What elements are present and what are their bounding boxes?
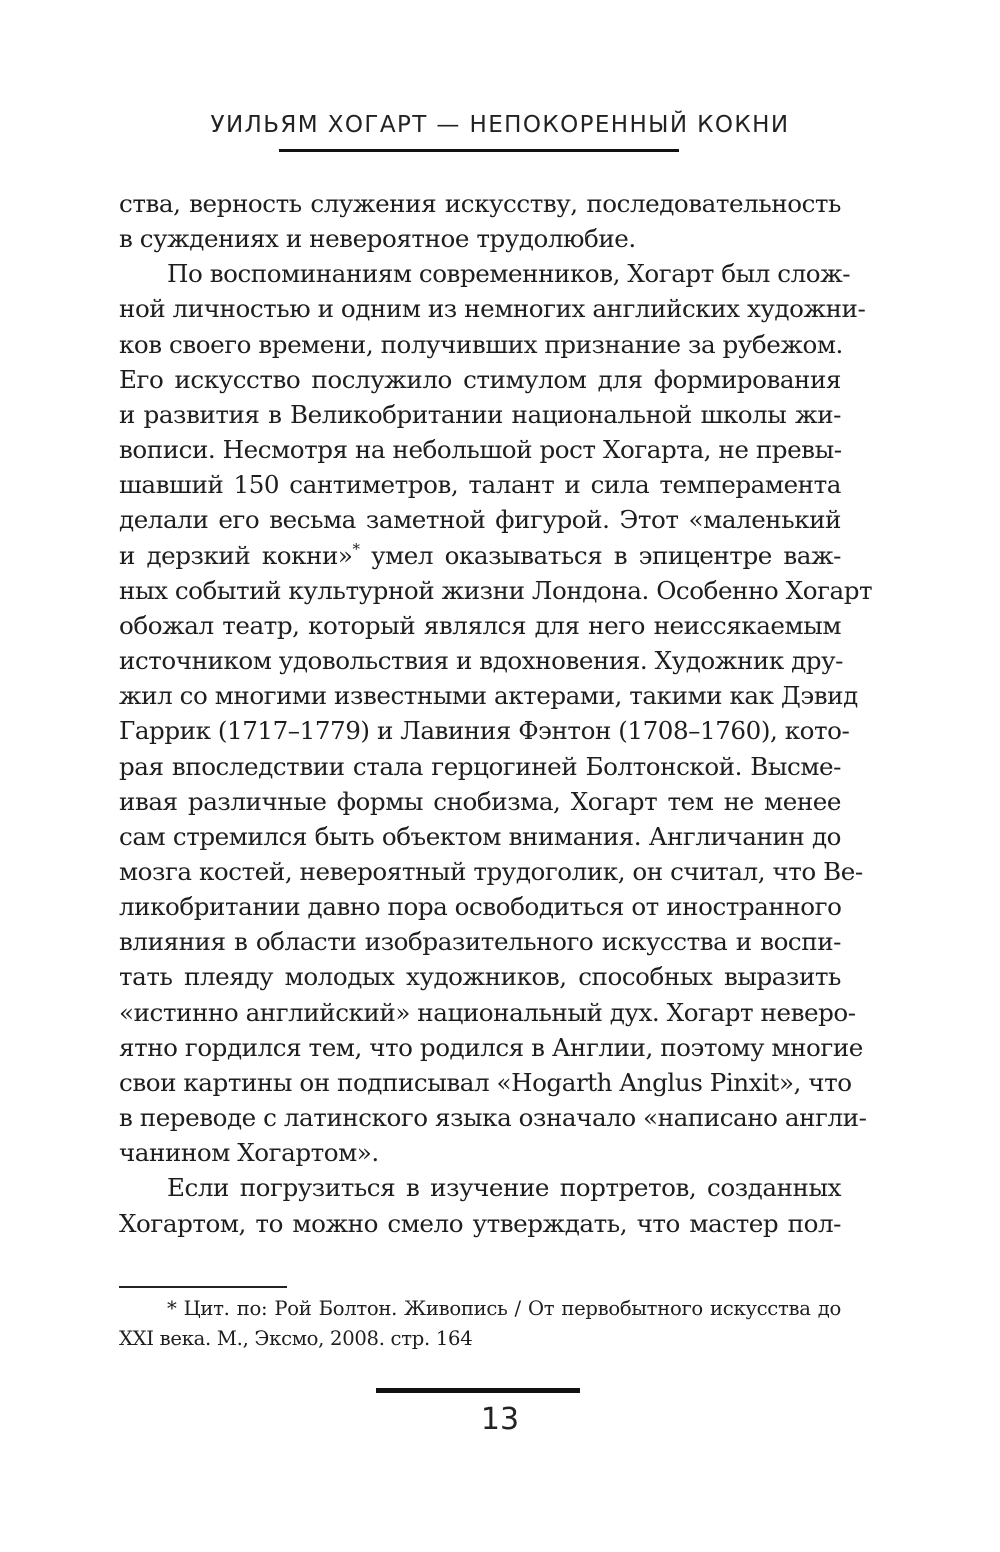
- body-text: [119, 186, 873, 1241]
- text-line: в суждениях и невероятное трудолюбие.: [119, 224, 636, 254]
- footnote: [119, 1294, 841, 1354]
- text-line: Гаррик (1717–1779) и Лавиния Фэнтон (1708–1760), кото-: [119, 716, 850, 746]
- text-line: тать плеяду молодых художников, способных выразить: [119, 962, 841, 992]
- text-line: чанином Хогартом».: [119, 1138, 379, 1168]
- text-line: ивая различные формы снобизма, Хогарт тем не менее: [119, 786, 841, 816]
- text-line: рая впоследствии стала герцогиней Болтонской. Высме-: [119, 751, 841, 781]
- text-line: источником удовольствия и вдохновения. Художник дру-: [119, 646, 843, 676]
- header-rule: [279, 149, 679, 152]
- text-line: Его искусство послужило стимулом для формирования: [119, 364, 841, 394]
- text-line: вописи. Несмотря на небольшой рост Хогарта, не превы-: [119, 435, 842, 465]
- text-line: Хогартом, то можно смело утверждать, что мастер пол-: [119, 1208, 841, 1238]
- text-line: шавший 150 сантиметров, талант и сила темперамента: [119, 470, 841, 500]
- footnote-marker: *: [352, 539, 360, 558]
- text-line: «истинно английский» национальный дух. Хогарт неверо-: [119, 997, 856, 1027]
- text-line: ков своего времени, получивших признание за рубежом.: [119, 329, 843, 359]
- text-line: делали его весьма заметной фигурой. Этот «маленький: [119, 505, 841, 535]
- text-line: ликобритании давно пора освободиться от иностранного: [119, 892, 842, 922]
- text-line: ства, верность служения искусству, последовательность: [119, 189, 841, 218]
- footnote-rule: [119, 1286, 287, 1288]
- text-line: [119, 538, 841, 573]
- text-line: свои картины он подписывал «Hogarth Anglus Pinxit», что: [119, 1067, 852, 1097]
- text-line: в переводе с латинского языка означало «написано англи-: [119, 1103, 867, 1133]
- footnote-line: XXI века. М., Эксмо, 2008. стр. 164: [119, 1327, 473, 1350]
- page-number: 13: [480, 1402, 520, 1437]
- text-line: По воспоминаниям современников, Хогарт был слож-: [167, 259, 851, 289]
- text-line: обожал театр, который являлся для него неиссякаемым: [119, 610, 841, 640]
- text-line: ятно гордился тем, что родился в Англии, поэтому многие: [119, 1032, 863, 1062]
- text-fragment: умел оказываться в эпицентре важ-: [371, 540, 841, 570]
- text-line: ных событий культурной жизни Лондона. Особенно Хогарт: [119, 575, 873, 605]
- text-line: и развития в Великобритании национальной школы жи-: [119, 399, 841, 429]
- text-line: Если погрузиться в изучение портретов, созданных: [167, 1173, 841, 1203]
- text-line: ной личностью и одним из немногих английских художни-: [119, 294, 866, 324]
- footer-rule: [376, 1388, 580, 1393]
- footnote-line: * Цит. по: Рой Болтон. Живопись / От первобытного искусства до: [167, 1297, 841, 1320]
- running-header-title: УИЛЬЯМ ХОГАРТ — НЕПОКОРЕННЫЙ КОКНИ: [210, 112, 790, 138]
- text-line: влияния в области изобразительного искусства и воспи-: [119, 927, 841, 957]
- text-fragment: и дерзкий кокни»: [119, 540, 353, 570]
- text-line: жил со многими известными актерами, такими как Дэвид: [119, 681, 858, 711]
- text-line: сам стремился быть объектом внимания. Англичанин до: [119, 821, 841, 851]
- text-line: мозга костей, невероятный трудоголик, он считал, что Ве-: [119, 856, 863, 886]
